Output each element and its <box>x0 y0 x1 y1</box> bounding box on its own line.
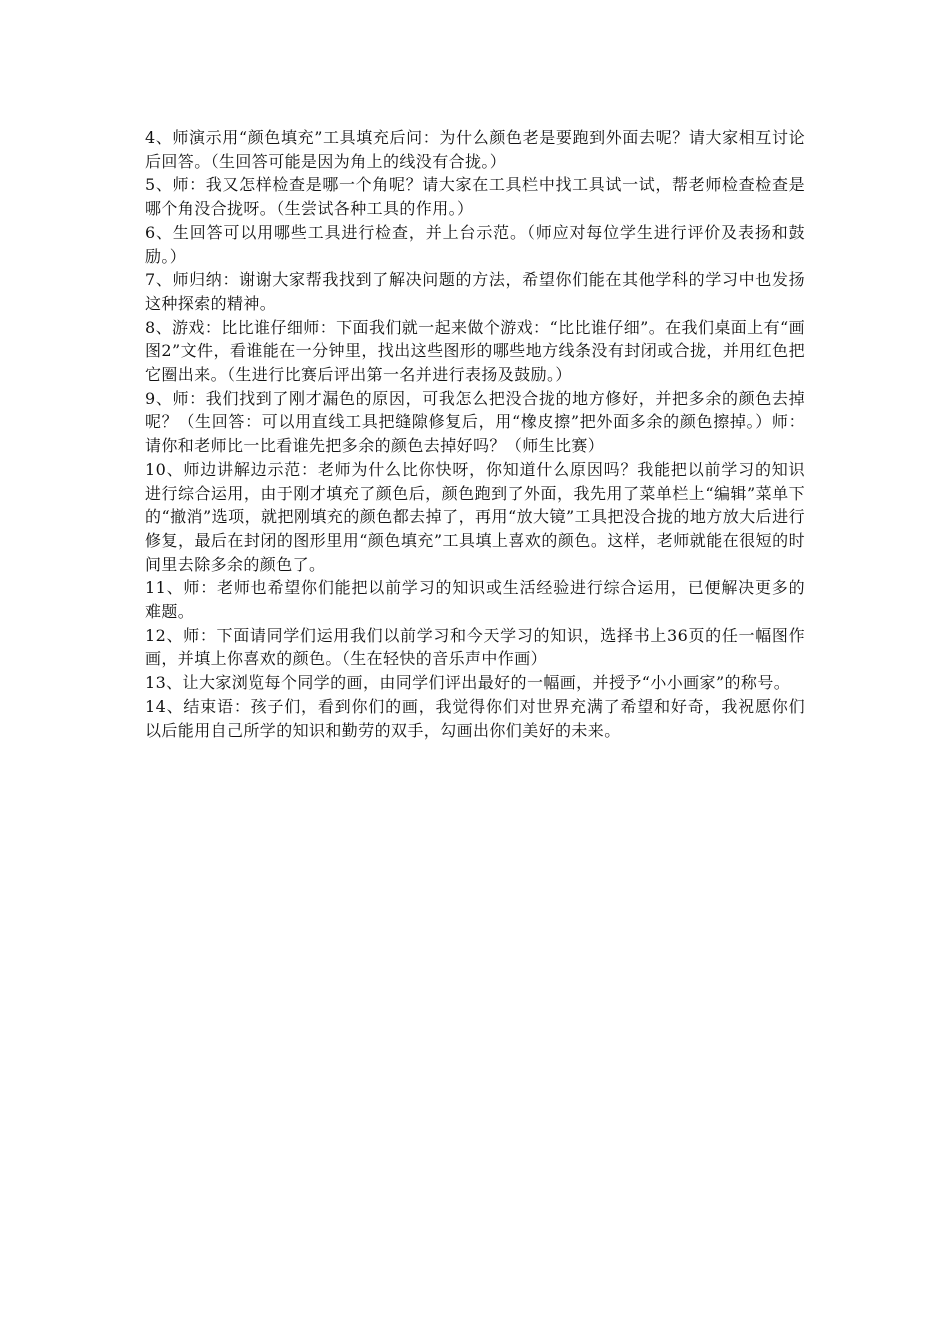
paragraph-6: 6、生回答可以用哪些工具进行检查，并上台示范。（师应对每位学生进行评价及表扬和鼓励。） <box>145 222 805 266</box>
paragraph-12: 12、师：下面请同学们运用我们以前学习和今天学习的知识，选择书上36页的任一幅图作画，并填上你喜欢的颜色。（生在轻快的音乐声中作画） <box>145 625 805 669</box>
paragraph-14: 14、结束语：孩子们，看到你们的画，我觉得你们对世界充满了希望和好奇，我祝愿你们以后能用自己所学的知识和勤劳的双手，勾画出你们美好的未来。 <box>145 696 805 740</box>
paragraph-13: 13、让大家浏览每个同学的画，由同学们评出最好的一幅画，并授予“小小画家”的称号。 <box>145 673 791 693</box>
paragraph-8: 8、游戏：比比谁仔细师：下面我们就一起来做个游戏：“比比谁仔细”。在我们桌面上有“画图2”文件，看谁能在一分钟里，找出这些图形的哪些地方线条没有封闭或合拢，并用红色把它圈出来。（生进行比赛后评出第一名并进行表扬及鼓励。） <box>145 317 805 385</box>
paragraph-5: 5、师：我又怎样检查是哪一个角呢？请大家在工具栏中找工具试一试，帮老师检查检查是哪个角没合拢呀。（生尝试各种工具的作用。） <box>145 175 805 219</box>
document-body <box>145 126 805 742</box>
paragraph-4: 4、师演示用“颜色填充”工具填充后问：为什么颜色老是要跑到外面去呢？请大家相互讨论后回答。（生回答可能是因为角上的线没有合拢。） <box>145 128 805 171</box>
paragraph-9: 9、师：我们找到了刚才漏色的原因，可我怎么把没合拢的地方修好，并把多余的颜色去掉呢？（生回答：可以用直线工具把缝隙修复后，用“橡皮擦”把外面多余的颜色擦掉。）师：请你和老师比一比看谁先把多余的颜色去掉好吗？（师生比赛） <box>145 388 805 456</box>
paragraph-10: 10、师边讲解边示范：老师为什么比你快呀，你知道什么原因吗？我能把以前学习的知识进行综合运用，由于刚才填充了颜色后，颜色跑到了外面，我先用了菜单栏上“编辑”菜单下的“撤消”选项，就把刚填充的颜色都去掉了，再用“放大镜”工具把没合拢的地方放大后进行修复，最后在封闭的图形里用“颜色填充”工具填上喜欢的颜色。这样，老师就能在很短的时间里去除多余的颜色了。 <box>145 459 805 574</box>
paragraph-7: 7、师归纳：谢谢大家帮我找到了解决问题的方法，希望你们能在其他学科的学习中也发扬这种探索的精神。 <box>145 270 805 313</box>
paragraph-11: 11、师：老师也希望你们能把以前学习的知识或生活经验进行综合运用，已便解决更多的难题。 <box>145 578 805 622</box>
